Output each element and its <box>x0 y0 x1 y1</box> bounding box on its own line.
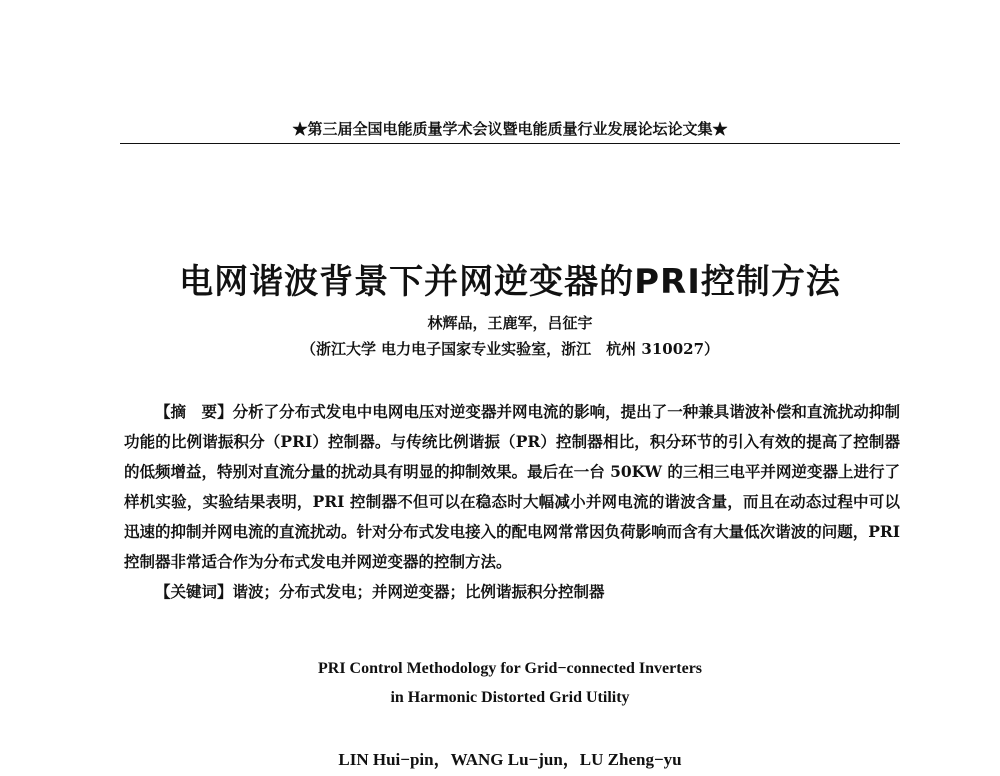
header-rule <box>120 143 900 144</box>
affiliation: （浙江大学 电力电子国家专业实验室，浙江 杭州 310027） <box>300 340 720 358</box>
english-authors: LIN Hui−pin，WANG Lu−jun，LU Zheng−yu <box>338 750 682 769</box>
keywords-paragraph <box>124 577 900 607</box>
abstract-paragraph <box>124 397 900 577</box>
author-list: 林辉品，王鹿军，吕征宇 <box>427 314 593 332</box>
abstract-label: 【摘 要】 <box>155 402 233 421</box>
keywords-text: 谐波；分布式发电；并网逆变器；比例谐振积分控制器 <box>232 582 605 601</box>
paper-title: 电网谐波背景下并网逆变器的PRI控制方法 <box>179 262 841 302</box>
english-title-line-1: PRI Control Methodology for Grid−connected Inverters <box>317 660 703 677</box>
running-header: ★第三届全国电能质量学术会议暨电能质量行业发展论坛论文集★ <box>292 120 728 138</box>
english-title-line-2: in Harmonic Distorted Grid Utility <box>390 689 630 706</box>
keywords-label: 【关键词】 <box>155 582 233 601</box>
abstract-text: 分析了分布式发电中电网电压对逆变器并网电流的影响，提出了一种兼具谐波补偿和直流扰动抑制功能的比例谐振积分（PRI）控制器。与传统比例谐振（PR）控制器相比，积分环节的引入有效的提高了控制器的低频增益，特别对直流分量的扰动具有明显的抑制效果。最后在一台 50KW 的三相三电平并网逆变器上进行了样机实验，实验结果表明，PRI 控制器不但可以在稳态时大幅减小并网电流的谐波含量，而且在动态过程中可以迅速的抑制并网电流的直流扰动。针对分布式发电接入的配电网常常因负荷影响而含有大量低次谐波的问题，PRI 控制器非常适合作为分布式发电并网逆变器的控制方法。 <box>124 402 900 571</box>
abstract-block <box>124 397 900 607</box>
